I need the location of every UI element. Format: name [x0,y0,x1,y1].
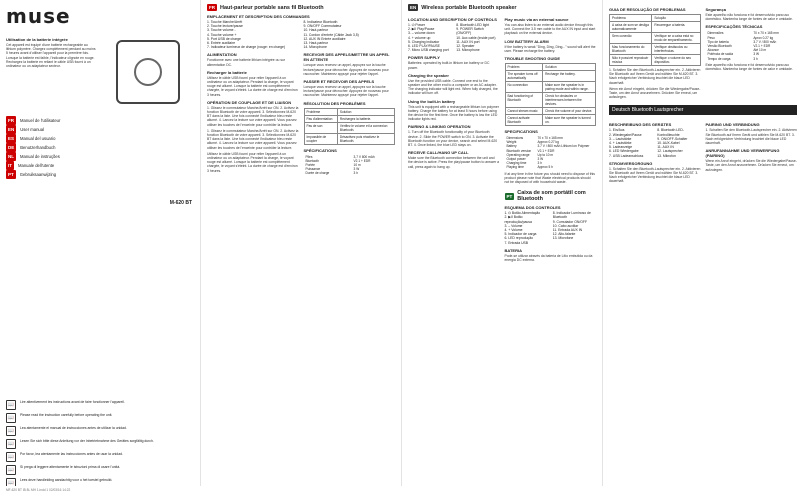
language-item: NL Manual de instruções [8,154,60,159]
warning-item: 📖 Please read the instruction carefully before operating the unit. [7,413,113,421]
language-item: PT Gebruiksaanwijzing [8,172,57,177]
warning-item: 📖 Lire attentivement les instructions avant de faire fonctionner l'appareil. [7,400,125,408]
table-row: Battery 3.7 V / 800 mAh Lithium Ion Polymer [506,144,590,149]
spec-table [706,31,798,60]
troubleshooting-heading: RÉSOLUTION DES PROBLÈMES [303,100,366,106]
print-footer: MF-620 BT IB 8L MH 1.indd 1 02/03/16 14:22 [6,488,71,492]
section-header: PT Caixa de som portátil com Bluetooth [506,190,586,203]
model-number: M-620 BT [169,200,192,206]
speaker-illustration [116,40,180,104]
table-row: Charging time 3 h [506,161,542,166]
book-icon: 📖 [7,454,15,460]
table-row: Alcance Até 10 m [707,48,767,53]
warning-item: 📖 Lea atentamente el manual de instrucciones antes de utilizar la unidad. [7,426,127,434]
portuguese-german-page: GUIA DE RESOLUÇÃO DE PROBLEMAS Problema Solução A caixa de som se desliga automaticamente Recarregue a bateria. Sem conexão Verifique se a caixa está no modo de emparelhamento. Mau funcionamento do Bluetooth Verifique obstáculos ou interferências. Não é possível reproduzir música Verifique o volume do seu dispositivo. 1. Schalten Sie den Bluetooth-Lautsprecher ein. 2. Aktivieren Sie Bluetooth auf Ihrem Gerät und wählen Sie M-620 BT. 3. Nach erfolgreicher Verbindung leuchtet die blaue LED dauerhaft. Wenn ein Anruf eingeht, drücken Sie die Wiedergabe/Pause-Taste, um den Anruf anzunehmen. Drücken Sie erneut, um aufzulegen. Segurança Este aparelho não funciona e foi desenvolvido para uso doméstico. Mantenha longe de fontes de calor e umidade. ESPECIFICAÇÕES TÉCNICAS Dimensões 70 x 70 x 165 mm Peso Aprox 0.27 kg Tipo de bateria 3.7 V / 800 mAh Versão Bluetooth V2.1 + EDR Alcance Até 10 m Potência de saída 3 W Tempo de carga 3 h Este aparelho não funciona e foi desenvolvido para uso doméstico. Mantenha longe de fontes de calor e umidade. Deutsch Bluetooth Lautsprecher BESCHREIBUNG DES GERÄTES 1. Ein/Aus 2. Wiedergabe/Pause 3. – Lautstärke 4. + Lautstärke 5. Ladeanzeige 6. LED Wiedergabe 7. USB Ladeanschluss 8. Bluetooth LED-Kontrollleuchte 9. ON/OFF-Schalter 10. AUX-Kabel 11. AUX IN 12. Lautsprecher 13. Mikrofon STROMVERSORGUNG 1. Schalten Sie den Bluetooth-Lautsprecher ein. 2. Aktivieren Sie Bluetooth auf Ihrem Gerät und wählen Sie M-620 BT. 3. Nach erfolgreicher Verbindung leuchtet die blaue LED dauerhaft. PAIRING UND VERBINDUNG 1. Schalten Sie den Bluetooth-Lautsprecher ein. 2. Aktivieren Sie Bluetooth auf Ihrem Gerät und wählen Sie M-620 BT. 3. Nach erfolgreicher Verbindung leuchtet die blaue LED dauerhaft. ANRUFANNAHME UND VERWERFUNG (PAIRING) Wenn ein Anruf eingeht, drücken Sie die Wiedergabe/Pause-Taste, um den Anruf anzunehmen. Drücken Sie erneut, um aufzulegen. [609,7,797,184]
controls-list-right: 8. Indicador Luminoso de Bluetooth 9. Comutador ON/OFF 10. Cabo auxiliar 11. Entrada AUX IN 12. Alto-falante 13. Microfone [552,211,591,241]
controls-heading: LOCATION AND DESCRIPTION OF CONTROLS [408,17,497,22]
language-item: DE Benutzerhandbuch [8,145,56,150]
table-row: Pas de son Vérifiez le volume et la connexion Bluetooth. [304,122,395,133]
table-row: A caixa de som se desliga automaticamente Recarregue a bateria. [610,22,701,33]
table-row: Cannot activate Bluetooth Make sure the speaker is turned on. [505,115,596,126]
language-list [6,116,194,179]
troubleshooting-table [609,14,701,66]
warning-item: 📖 Lesen Sie sich bitte diese Anleitung vor der Inbetriebnahme des Gerätes sorgfältig durch. [7,439,154,447]
table-row: Problem Solution [505,64,596,71]
table-row: Potência de saída 3 W [707,52,760,57]
table-row: Versão Bluetooth V2.1 + EDR [707,44,771,49]
table-row: Durée de charge 3 h [305,171,358,176]
table-row: Cannot stream music Check the volume of your device. [505,108,596,115]
book-icon: 📖 [7,441,15,447]
table-row: Output power 3 W [506,157,544,162]
table-row: Dimensões 70 x 70 x 165 mm [707,31,779,36]
intro-text: Cet appareil est équipé d'une batterie rechargeable au lithium polymère. Chargez complètement pendant au moins 5 heures avant d'utiliser l'appareil pour la première fois. Lorsque la batterie est faible, l'indicateur clignote en rouge. Rechargez la batterie en reliant le câble USB fourni à un ordinateur ou un adaptateur secteur. [6,43,96,69]
table-row: Portée 10 m [305,163,361,168]
table-row: Operating range Up to 10 m [506,152,554,157]
table-row: Tipo de bateria 3.7 V / 800 mAh [707,39,777,44]
language-flag: EN [410,5,417,10]
controls-list-left: 1. Touche Marche/Arrêt 2. Touche lecture/pause 3. Touche volume - 4. Touche volume + 5. Port USB de charge 6. Entrée auxiliaire 7. Indicateur lumineux de charge (rouge: en charge) [207,20,286,50]
warning-item: 📖 Si prega di leggere attentamente le istruzioni prima di usare l'unità. [7,465,121,473]
table-row: Puissance 3 W [305,167,360,172]
troubleshooting-table [505,63,597,126]
table-row: The speaker turns off automatically Recharge the battery. [505,71,596,82]
section-header: FR Haut-parleur portable sans fil Bluetooth [209,4,324,11]
french-page: FR Haut-parleur portable sans fil Bluetooth EMPLACEMENT ET DESCRIPTION DES COMMANDES 1. Touche Marche/Arrêt 2. Touche lecture/pause 3. Touche volume - 4. Touche volume + 5. Port USB de charge 6. Entrée auxiliaire 7. Indicateur lumineux de charge (rouge: en charge) 8. Indicateur Bluetooth 9. ON/OFF Commutateur 10. Haut-parleur 11. Cordon d'entrée (Câble Jack 3,5) 12. AUX IN Entrée auxiliaire 13. Haut-parleur 14. Microphone ALIMENTATION Fonctionne avec une batterie lithium intégrée ou sur alimentation DC. Recharger la batterie Utilisez le câble USB fourni pour relier l'appareil à un ordinateur ou un adaptateur. Pendant la charge, le voyant rouge est allumé. Lorsque la batterie est complètement chargée, le voyant s'éteint. La durée de charge est d'environ 3 heures. OPÉRATION DE COUPLAGE ET DE LIAISON 1. Glissez le commutateur Marche/Arrêt sur ON. 2. Activez la fonction Bluetooth de votre appareil. 3. Sélectionnez M-620 BT dans la liste. Une fois connecté l'indicateur bleu reste allumé. 4. Lancez la lecture sur votre appareil. Vous pouvez utiliser les touches de l'enceinte pour contrôler la lecture. 1. Glissez le commutateur Marche/Arrêt sur ON. 2. Activez la fonction Bluetooth de votre appareil. 3. Sélectionnez M-620 BT dans la liste. Une fois connecté l'indicateur bleu reste allumé. 4. Lancez la lecture sur votre appareil. Vous pouvez utiliser les touches de l'enceinte pour contrôler la lecture. Utilisez le câble USB fourni pour relier l'appareil à un ordinateur ou un adaptateur. Pendant la charge, le voyant rouge est allumé. Lorsque la batterie est complètement chargée, le voyant s'éteint. La durée de charge est d'environ 3 heures. RECEVOIR DES APPELS/METTRE UN APPEL EN ATTENTE Lorsque vous recevez un appel, appuyez sur la touche lecture/pause pour décrocher. Appuyez de nouveau pour raccrocher. Maintenez appuyé pour rejeter l'appel. PASSER ET RECEVOIR DES APPELS Lorsque vous recevez un appel, appuyez sur la touche lecture/pause pour décrocher. Appuyez de nouveau pour raccrocher. Maintenez appuyé pour rejeter l'appel. RÉSOLUTION DES PROBLÈMES Problème Solution Pas d'alimentation Rechargez la batterie. Pas de son Vérifiez le volume et la connexion Bluetooth. Impossible de coupler Désactivez puis réactivez le Bluetooth. SPÉCIFICATIONS Piles 3,7 V 800 mAh Bluetooth V2.1 + EDR Portée 10 m Puissance 3 W Durée de charge 3 h [201,0,401,486]
warning-item: 📖 Lees deze handleiding aandachtig voor u het toestel gebruikt. [7,478,113,486]
table-row: Piles 3,7 V 800 mAh [305,154,375,159]
section-header: EN Wireless portable Bluetooth speaker [410,4,517,11]
warning-item: 📖 Por favor, lea atentamente las instrucciones antes de usar la unidad. [7,452,123,460]
table-row: Tempo de carga 3 h [707,56,758,61]
controls-list-right: 8. Bluetooth LED light 9. POWER Switch (ON/OFF) 10. Aux cable (inside port) 11. AUX IN port 12. Speaker 13. Microphone [456,23,496,53]
book-icon: 📖 [7,467,15,473]
spec-table [505,136,597,170]
table-row: No connection Make sure the speaker is in pairing mode and within range. [505,82,596,93]
troubleshooting-heading: TROUBLE SHOOTING GUIDE [504,56,561,62]
language-item: FR Manuel de l'utilisateur [8,118,61,123]
english-page: EN Wireless portable Bluetooth speaker LOCATION AND DESCRIPTION OF CONTROLS 1. ⏻ Power 2. ▶II Play/Pause 3. – volume down 4. + volume up 5. Charging indicator 6. LED PLAY/PAUSE 7. Micro USB charging port 8. Bluetooth LED light 9. POWER Switch (ON/OFF) 10. Aux cable (inside port) 11. AUX IN port 12. Speaker 13. Microphone POWER SUPPLY Batteries: operated by built-in lithium ion battery or DC power. Charging the speaker Use the provided USB cable. Connect one end to the speaker and the other end to a computer or an AC adapter. The charging indicator will light red. When fully charged, the indicator will turn off. Using the built-in battery This unit is equipped with a rechargeable lithium ion polymer battery. Charge the battery for at least 5 hours before using the device for the first time. Once the battery is low the LED indicator lights red. PAIRING & LINKING OPERATION 1. Turn off the Bluetooth functionality of your Bluetooth device. 2. Slide the POWER switch to ON. 3. Activate the Bluetooth function on your device, search and select M-620 BT. 4. Once linked, the blue LED stays on. RECEIVE CALL/HANG UP CALL Make sure the Bluetooth connection between the unit and the device is active. Press the play/pause button to answer a call, press again to hang up. Play music via an external source You can also listen to an external audio device through this unit. Connect the 3.5 mm cable to the AUX IN input and start playback on the external device. LOW BATTERY ALARM If the battery is weak "Ding, Ding, Ding..." sound will alert the user. Please recharge the battery. TROUBLE SHOOTING GUIDE Problem Solution The speaker turns off automatically Recharge the battery. No connection Make sure the speaker is in pairing mode and within range. Bad functioning of Bluetooth Check for obstacles or interferences between the devices. Cannot stream music Check the volume of your device. Cannot activate Bluetooth Make sure the speaker is turned on. SPECIFICATIONS Dimensions 70 x 70 x 165 mm Weight Approx 0.27 kg Battery 3.7 V / 800 mAh Lithium Ion Polymer Bluetooth version V2.1 + EDR Operating range Up to 10 m Output power 3 W Charging time 3 h Playing time Approx 5 h If at any time in the future you should need to dispose of this product please note that Waste electrical products should not be disposed of with household waste. PT Caixa de som portátil com Bluetooth ESQUEMA DOS CONTROLES 1. ⏻ Botão Alimentação 2. ▶II Botão reprodução/pausa 3. – Volume 4. + Volume 5. Indicador de carga 6. LED reprodução 7. Entrada USB 8. Indicador Luminoso de Bluetooth 9. Comutador ON/OFF 10. Cabo auxiliar 11. Entrada AUX IN 12. Alto-falante 13. Microfone BATERIA Pode-se utilizar através da bateria de Lítio embutida ou da energia DC externa. [408,4,596,263]
power-heading: ALIMENTATION [207,52,237,58]
language-item: IT Manuale dell'utente [8,163,55,168]
table-row: Bad functioning of Bluetooth Check for obstacles or interferences between the devices. [505,93,596,108]
controls-list-right: 8. Bluetooth LED-Kontrollleuchte 9. ON/OFF-Schalter 10. AUX-Kabel 11. AUX IN 12. Lautsprecher 13. Mikrofon [657,128,688,158]
book-icon: 📖 [7,428,15,434]
table-row: Sem conexão Verifique se a caixa está no modo de emparelhamento. [610,33,701,44]
book-icon: 📖 [7,402,15,408]
section-header: Deutsch Bluetooth Lautsprecher [609,105,797,115]
table-row: Dimensions 70 x 70 x 165 mm [506,136,563,141]
spec-table [304,155,396,176]
table-row: Não é possível reproduzir música Verifique o volume do seu dispositivo. [610,55,701,66]
table-row: Impossible de coupler Désactivez puis réactivez le Bluetooth. [304,133,395,144]
table-row: Bluetooth version V2.1 + EDR [506,148,555,153]
table-row: Mau funcionamento do Bluetooth Verifique obstáculos ou interferências. [610,44,701,55]
language-item: EN User manual [8,127,45,132]
controls-list-right: 8. Indicateur Bluetooth 9. ON/OFF Commutateur 10. Haut-parleur 11. Cordon d'entrée (Câble Jack 3,5) 12. AUX IN Entrée auxiliaire 13. Haut-parleur 14. Microphone [303,20,359,50]
brand-logo [6,4,194,28]
brand-name: muse [6,4,71,28]
disposal-text: If at any time in the future you should need to dispose of this product please note that Waste electrical products should not be disposed of with household waste. [504,171,595,185]
controls-list-left: 1. ⏻ Power 2. ▶II Play/Pause 3. – volume down 4. + volume up 5. Charging indicator 6. LED PLAY/PAUSE 7. Micro USB charging port [408,23,449,53]
controls-list-left: 1. ⏻ Botão Alimentação 2. ▶II Botão reprodução/pausa 3. – Volume 4. + Volume 5. Indicador de carga 6. LED reprodução 7. Entrada USB [504,211,541,245]
language-flag: PT [506,193,513,199]
table-row: Peso Aprox 0.27 kg [707,35,774,40]
table-row: Playing time Approx 5 h [506,165,553,170]
warning-list [6,400,194,486]
language-flag: FR [209,5,215,10]
book-icon: 📖 [7,415,15,421]
table-row: Problema Solução [610,15,701,22]
table-row: Weight Approx 0.27 kg [506,140,559,145]
book-icon: 📖 [7,480,15,486]
table-row: Bluetooth V2.1 + EDR [305,158,371,163]
troubleshooting-table [304,108,396,145]
intro-title: Utilisation de la batterie intégrée [6,37,68,42]
table-row: Pas d'alimentation Rechargez la batterie. [304,115,395,122]
language-item: ES Manual del usuario [8,136,56,141]
cover-page [0,0,200,486]
table-row: Problème Solution [304,108,395,115]
controls-heading: EMPLACEMENT ET DESCRIPTION DES COMMANDES [207,14,310,19]
controls-list-left: 1. Ein/Aus 2. Wiedergabe/Pause 3. – Lautstärke 4. + Lautstärke 5. Ladeanzeige 6. LED Wiedergabe 7. USB Ladeanschluss [609,128,644,158]
